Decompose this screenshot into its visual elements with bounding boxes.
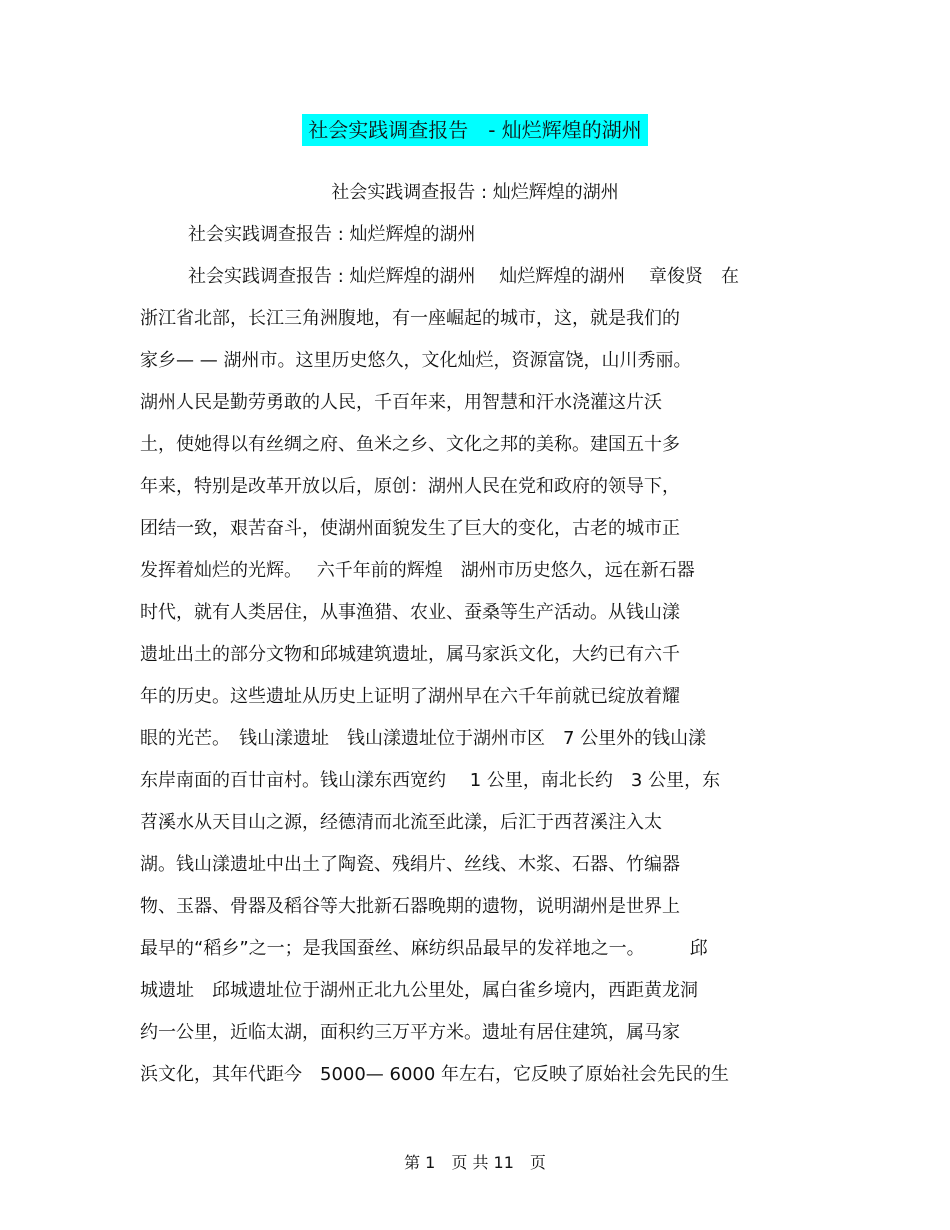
body-line: 苕溪水从天目山之源，经德清而北流至此漾，后汇于西苕溪注入太 xyxy=(140,812,662,833)
body-line: 社会实践调查报告 : 灿烂辉煌的湖州 xyxy=(188,224,476,245)
page-footer: 第 1 页 共 11 页 xyxy=(404,1153,546,1172)
body-line: 城遗址 邱城遗址位于湖州正北九公里处，属白雀乡境内，西距黄龙洞 xyxy=(140,980,698,1001)
body-line: 遗址出土的部分文物和邱城建筑遗址，属马家浜文化，大约已有六千 xyxy=(140,644,680,665)
document-subtitle: 社会实践调查报告 : 灿烂辉煌的湖州 xyxy=(331,182,619,203)
body-line: 最早的“稻乡”之一；是我国蚕丝、麻纺织品最早的发祥地之一。 邱 xyxy=(140,938,708,959)
body-line: 土，使她得以有丝绸之府、鱼米之乡、文化之邦的美称。建国五十多 xyxy=(140,434,680,455)
document-title: 社会实践调查报告 - 灿烂辉煌的湖州 xyxy=(302,114,648,146)
body-line: 时代，就有人类居住，从事渔猎、农业、蚕桑等生产活动。从钱山漾 xyxy=(140,602,680,623)
body-line: 年来，特别是改革开放以后，原创：湖州人民在党和政府的领导下， xyxy=(140,476,680,497)
body-line: 眼的光芒。 钱山漾遗址 钱山漾遗址位于湖州市区 7 公里外的钱山漾 xyxy=(140,728,707,749)
body-line: 社会实践调查报告 : 灿烂辉煌的湖州 灿烂辉煌的湖州 章俊贤 在 xyxy=(188,266,739,287)
body-line: 浙江省北部，长江三角洲腹地，有一座崛起的城市，这，就是我们的 xyxy=(140,308,680,329)
body-line: 湖州人民是勤劳勇敢的人民，千百年来，用智慧和汗水浇灌这片沃 xyxy=(140,392,662,413)
body-line: 东岸南面的百廿亩村。钱山漾东西宽约 1 公里，南北长约 3 公里，东 xyxy=(140,770,721,791)
body-line: 团结一致，艰苦奋斗，使湖州面貌发生了巨大的变化，古老的城市正 xyxy=(140,518,680,539)
body-line: 浜文化，其年代距今 5000— 6000 年左右，它反映了原始社会先民的生 xyxy=(140,1064,730,1085)
body-line: 家乡— — 湖州市。这里历史悠久，文化灿烂，资源富饶，山川秀丽。 xyxy=(140,350,692,371)
body-line: 年的历史。这些遗址从历史上证明了湖州早在六千年前就已绽放着耀 xyxy=(140,686,680,707)
body-line: 约一公里，近临太湖，面积约三万平方米。遗址有居住建筑，属马家 xyxy=(140,1022,680,1043)
body-line: 湖。钱山漾遗址中出土了陶瓷、残绢片、丝线、木浆、石器、竹编器 xyxy=(140,854,680,875)
body-line: 发挥着灿烂的光辉。 六千年前的辉煌 湖州市历史悠久，远在新石器 xyxy=(140,560,695,581)
body-line: 物、玉器、骨器及稻谷等大批新石器晚期的遗物，说明湖州是世界上 xyxy=(140,896,680,917)
title-container xyxy=(0,114,950,146)
